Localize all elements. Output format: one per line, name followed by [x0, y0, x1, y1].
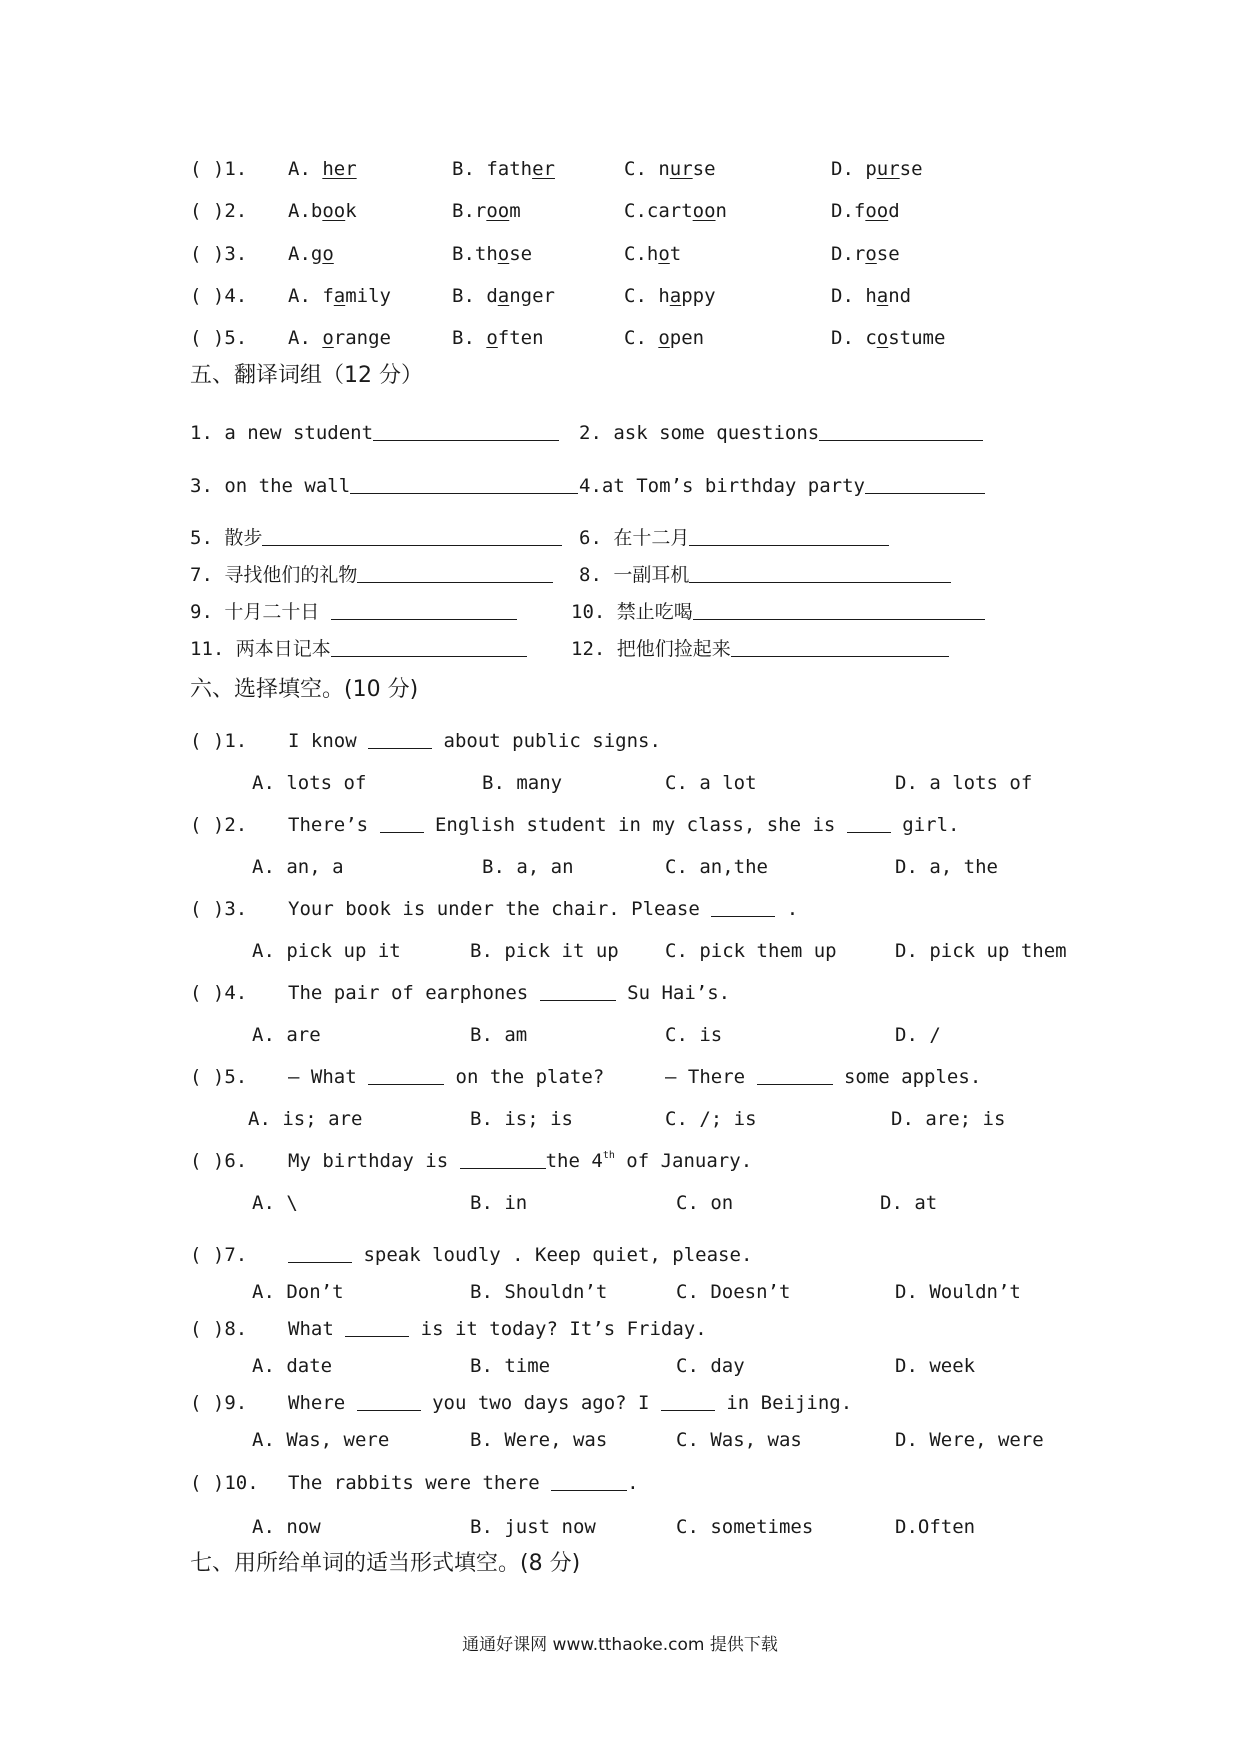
option-a: A. is; are [248, 1108, 363, 1130]
answer-blank[interactable] [551, 1470, 627, 1491]
question-number: ( )8. [190, 1318, 248, 1340]
option-c: C. Doesn’t [676, 1281, 791, 1303]
answer-blank[interactable] [693, 599, 985, 620]
answer-blank[interactable] [460, 1148, 546, 1169]
question-text: . [786, 898, 799, 920]
question-text: — There [665, 1066, 746, 1088]
question-text: girl. [902, 814, 960, 836]
option-b: B. Shouldn’t [470, 1281, 608, 1303]
option-c: C. sometimes [676, 1516, 814, 1538]
answer-blank[interactable] [350, 473, 578, 494]
option-d: D. costume [831, 327, 946, 349]
option-c: C. nurse [624, 158, 716, 180]
answer-blank[interactable] [368, 1064, 444, 1085]
option-a: A. an, a [252, 856, 344, 878]
option-c: C.cartoon [624, 200, 727, 222]
ordinal-suffix: th [602, 1150, 615, 1161]
option-c: C. Was, was [676, 1429, 802, 1451]
question-text: — What [288, 1066, 357, 1088]
option-c: C. on [676, 1192, 734, 1214]
answer-blank[interactable] [288, 1242, 352, 1263]
answer-blank[interactable] [380, 812, 424, 833]
option-d: D. / [895, 1024, 941, 1046]
question-text: . [627, 1472, 639, 1494]
option-a: A. lots of [252, 772, 367, 794]
option-b: B. is; is [470, 1108, 573, 1130]
answer-blank[interactable] [847, 812, 891, 833]
question-number: ( )4. [190, 982, 248, 1004]
question-text: My birthday is [288, 1150, 449, 1172]
option-c: C. /; is [665, 1108, 757, 1130]
option-d: D. hand [831, 285, 912, 307]
option-d: D. purse [831, 158, 923, 180]
question-number: ( )3. [190, 243, 248, 265]
question-number: ( )5. [190, 1066, 248, 1088]
translate-item: 12. 把他们捡起来 [571, 638, 731, 660]
option-c: C. a lot [665, 772, 757, 794]
option-d: D. Were, were [895, 1429, 1044, 1451]
question-number: ( )3. [190, 898, 248, 920]
question-text: of January. [614, 1150, 753, 1172]
option-b: B. Were, was [470, 1429, 608, 1451]
answer-blank[interactable] [819, 420, 983, 441]
question-number: ( )2. [190, 814, 248, 836]
translate-item: 5. 散步 [190, 527, 263, 549]
answer-blank[interactable] [345, 1316, 409, 1337]
question-number: ( )10. [190, 1472, 259, 1494]
question-text: the 4 [545, 1150, 603, 1172]
option-c: C.hot [624, 243, 682, 265]
question-text: about public signs. [443, 730, 661, 752]
question-number: ( )5. [190, 327, 248, 349]
translate-item: 4.at Tom’s birthday party [579, 475, 865, 497]
section-5-title: 五、翻译词组（12 分） [190, 363, 423, 388]
option-b: B. many [482, 772, 563, 794]
question-text: The pair of earphones [288, 982, 529, 1004]
option-b: B. just now [470, 1516, 596, 1538]
translate-item: 6. 在十二月 [579, 527, 690, 549]
question-text: What [288, 1318, 334, 1340]
answer-blank[interactable] [731, 636, 949, 657]
option-a: A. Was, were [252, 1429, 390, 1451]
answer-blank[interactable] [865, 473, 985, 494]
option-d: D. at [880, 1192, 938, 1214]
question-text: you two days ago? I [432, 1392, 650, 1414]
option-b: B.room [452, 200, 521, 222]
option-c: C. pick them up [665, 940, 837, 962]
question-text: English student in my class, she is [434, 814, 836, 836]
question-text: Your book is under the chair. Please [288, 898, 700, 920]
option-c: C. day [676, 1355, 745, 1377]
question-text: in Beijing. [726, 1392, 853, 1414]
answer-blank[interactable] [331, 636, 527, 657]
translate-item: 9. 十月二十日 [190, 601, 320, 623]
answer-blank[interactable] [757, 1064, 833, 1085]
question-text: Where [288, 1392, 346, 1414]
option-a: A. date [252, 1355, 333, 1377]
option-d: D. pick up them [895, 940, 1067, 962]
question-number: ( )9. [190, 1392, 248, 1414]
option-b: B. father [452, 158, 555, 180]
option-a: A. Don’t [252, 1281, 344, 1303]
answer-blank[interactable] [368, 728, 432, 749]
question-number: ( )7. [190, 1244, 248, 1266]
section-7-title: 七、用所给单词的适当形式填空。(8 分) [190, 1551, 581, 1576]
question-text: There’s [288, 814, 369, 836]
question-number: ( )6. [190, 1150, 248, 1172]
option-b: B. time [470, 1355, 551, 1377]
option-a: A.go [288, 243, 334, 265]
question-number: ( )1. [190, 730, 248, 752]
answer-blank[interactable] [357, 1390, 421, 1411]
option-d: D. are; is [891, 1108, 1006, 1130]
option-a: A.book [288, 200, 357, 222]
option-a: A. her [288, 158, 357, 180]
option-c: C. happy [624, 285, 716, 307]
answer-blank[interactable] [711, 896, 775, 917]
option-b: B.those [452, 243, 533, 265]
option-b: B. danger [452, 285, 555, 307]
section-6-title: 六、选择填空。(10 分) [190, 677, 419, 702]
question-number: ( )2. [190, 200, 248, 222]
option-c: C. an,the [665, 856, 768, 878]
answer-blank[interactable] [689, 562, 951, 583]
answer-blank[interactable] [373, 420, 559, 441]
option-a: A. now [252, 1516, 321, 1538]
answer-blank[interactable] [540, 980, 616, 1001]
option-d: D. week [895, 1355, 976, 1377]
translate-item: 11. 两本日记本 [190, 638, 331, 660]
option-d: D.food [831, 200, 900, 222]
option-d: D.rose [831, 243, 900, 265]
option-c: C. is [665, 1024, 723, 1046]
translate-item: 8. 一副耳机 [579, 564, 690, 586]
translate-item: 7. 寻找他们的礼物 [190, 564, 358, 586]
translate-item: 3. on the wall [190, 475, 351, 497]
option-b: B. often [452, 327, 544, 349]
option-d: D. a, the [895, 856, 998, 878]
answer-blank[interactable] [262, 525, 562, 546]
option-a: A. are [252, 1024, 321, 1046]
question-text: speak loudly . Keep quiet, please. [363, 1244, 753, 1266]
question-text: some apples. [843, 1066, 982, 1088]
option-a: A. orange [288, 327, 391, 349]
question-number: ( )1. [190, 158, 248, 180]
question-text: I know [288, 730, 357, 752]
question-text: on the plate? [455, 1066, 605, 1088]
option-c: C. open [624, 327, 705, 349]
option-d: D. a lots of [895, 772, 1033, 794]
translate-item: 10. 禁止吃喝 [571, 601, 693, 623]
page-footer: 通通好课网 www.tthaoke.com 提供下载 [462, 1635, 778, 1655]
option-d: D.Often [895, 1516, 976, 1538]
option-a: A. \ [252, 1192, 298, 1214]
answer-blank[interactable] [331, 599, 517, 620]
question-text: Su Hai’s. [627, 982, 731, 1004]
option-b: B. am [470, 1024, 528, 1046]
option-b: B. a, an [482, 856, 574, 878]
answer-blank[interactable] [357, 562, 553, 583]
option-b: B. in [470, 1192, 528, 1214]
translate-item: 2. ask some questions [579, 422, 820, 444]
option-b: B. pick it up [470, 940, 619, 962]
question-text: The rabbits were there [288, 1472, 540, 1494]
translate-item: 1. a new student [190, 422, 374, 444]
question-number: ( )4. [190, 285, 248, 307]
question-text: is it today? It’s Friday. [420, 1318, 707, 1340]
option-a: A. pick up it [252, 940, 401, 962]
option-a: A. family [288, 285, 391, 307]
option-d: D. Wouldn’t [895, 1281, 1021, 1303]
answer-blank[interactable] [689, 525, 889, 546]
answer-blank[interactable] [661, 1390, 715, 1411]
